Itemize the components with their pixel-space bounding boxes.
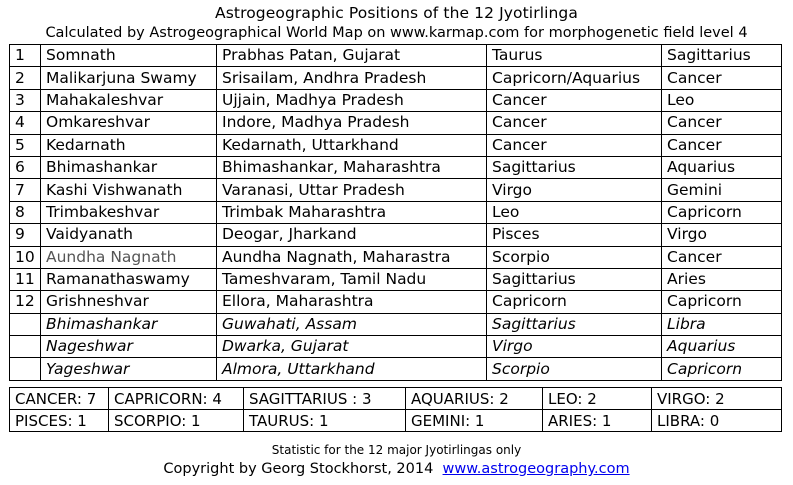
row-number: 6 [10, 156, 41, 178]
sign-primary: Capricorn [487, 291, 662, 313]
location: Varanasi, Uttar Pradesh [217, 179, 487, 201]
row-number: 2 [10, 67, 41, 89]
table-row [10, 112, 782, 134]
jyotirlinga-name: Omkareshvar [41, 112, 217, 134]
row-number: 3 [10, 89, 41, 111]
location: Indore, Madhya Pradesh [217, 112, 487, 134]
sign-secondary: Leo [662, 89, 782, 111]
table-row [10, 246, 782, 268]
sign-count: GEMINI: 1 [406, 410, 543, 432]
jyotirlinga-name: Bhimashankar [41, 313, 217, 335]
sign-statistics-table [9, 387, 782, 432]
table-row [10, 201, 782, 223]
location: Guwahati, Assam [217, 313, 487, 335]
table-row [10, 67, 782, 89]
row-number [10, 358, 41, 380]
table-row [10, 156, 782, 178]
document-title: Astrogeographic Positions of the 12 Jyotirlinga [215, 4, 578, 22]
table-row [10, 336, 782, 358]
location: Almora, Uttarkhand [217, 358, 487, 380]
sign-count: SAGITTARIUS : 3 [244, 388, 406, 410]
jyotirlinga-name: Ramanathaswamy [41, 268, 217, 290]
sign-secondary: Aquarius [662, 336, 782, 358]
sign-secondary: Libra [662, 313, 782, 335]
location: Bhimashankar, Maharashtra [217, 156, 487, 178]
footer-copyright-line [0, 461, 793, 477]
table-row [10, 89, 782, 111]
sign-primary: Scorpio [487, 358, 662, 380]
table-row [10, 313, 782, 335]
sign-count: LIBRA: 0 [652, 410, 782, 432]
jyotirlinga-name: Trimbakeshvar [41, 201, 217, 223]
sign-primary: Scorpio [487, 246, 662, 268]
jyotirlinga-name: Bhimashankar [41, 156, 217, 178]
sign-primary: Pisces [487, 224, 662, 246]
sign-count: CANCER: 7 [10, 388, 109, 410]
sign-primary: Capricorn/Aquarius [487, 67, 662, 89]
sign-primary: Virgo [487, 179, 662, 201]
jyotirlinga-name: Vaidyanath [41, 224, 217, 246]
sign-primary: Virgo [487, 336, 662, 358]
row-number: 11 [10, 268, 41, 290]
sign-primary: Taurus [487, 45, 662, 67]
sign-count: TAURUS: 1 [244, 410, 406, 432]
row-number: 12 [10, 291, 41, 313]
sign-secondary: Virgo [662, 224, 782, 246]
location: Ujjain, Madhya Pradesh [217, 89, 487, 111]
sign-secondary: Aries [662, 268, 782, 290]
sign-count: SCORPIO: 1 [109, 410, 244, 432]
jyotirlinga-name: Somnath [41, 45, 217, 67]
sign-secondary: Capricorn [662, 201, 782, 223]
table-row [10, 268, 782, 290]
sign-primary: Cancer [487, 89, 662, 111]
location: Dwarka, Gujarat [217, 336, 487, 358]
row-number: 7 [10, 179, 41, 201]
sign-count: ARIES: 1 [543, 410, 652, 432]
jyotirlinga-table [9, 44, 782, 381]
sign-secondary: Cancer [662, 246, 782, 268]
sign-count: LEO: 2 [543, 388, 652, 410]
jyotirlinga-name: Grishneshvar [41, 291, 217, 313]
sign-secondary: Cancer [662, 134, 782, 156]
row-number: 4 [10, 112, 41, 134]
stats-row [10, 388, 782, 410]
sign-count: AQUARIUS: 2 [406, 388, 543, 410]
sign-primary: Cancer [487, 112, 662, 134]
row-number: 10 [10, 246, 41, 268]
row-number: 1 [10, 45, 41, 67]
website-link[interactable]: www.astrogeography.com [442, 461, 630, 477]
sign-primary: Sagittarius [487, 313, 662, 335]
jyotirlinga-name: Mahakaleshvar [41, 89, 217, 111]
location: Prabhas Patan, Gujarat [217, 45, 487, 67]
sign-secondary: Capricorn [662, 358, 782, 380]
jyotirlinga-name: Nageshwar [41, 336, 217, 358]
footer-note: Statistic for the 12 major Jyotirlingas only [271, 443, 522, 457]
location: Kedarnath, Uttarkhand [217, 134, 487, 156]
jyotirlinga-name: Kashi Vishwanath [41, 179, 217, 201]
sign-primary: Cancer [487, 134, 662, 156]
document-subtitle: Calculated by Astrogeographical World Map on www.karmap.com for morphogenetic field level 4 [45, 25, 748, 41]
location: Tameshvaram, Tamil Nadu [217, 268, 487, 290]
location: Srisailam, Andhra Pradesh [217, 67, 487, 89]
sign-secondary: Capricorn [662, 291, 782, 313]
jyotirlinga-name: Aundha Nagnath [41, 246, 217, 268]
jyotirlinga-name: Yageshwar [41, 358, 217, 380]
location: Trimbak Maharashtra [217, 201, 487, 223]
sign-secondary: Sagittarius [662, 45, 782, 67]
sign-count: VIRGO: 2 [652, 388, 782, 410]
jyotirlinga-name: Kedarnath [41, 134, 217, 156]
table-row [10, 134, 782, 156]
sign-primary: Leo [487, 201, 662, 223]
sign-secondary: Cancer [662, 112, 782, 134]
table-row [10, 291, 782, 313]
row-number: 5 [10, 134, 41, 156]
row-number: 9 [10, 224, 41, 246]
table-row [10, 45, 782, 67]
sign-primary: Sagittarius [487, 268, 662, 290]
row-number: 8 [10, 201, 41, 223]
location: Ellora, Maharashtra [217, 291, 487, 313]
sign-secondary: Cancer [662, 67, 782, 89]
row-number [10, 336, 41, 358]
table-row [10, 224, 782, 246]
location: Aundha Nagnath, Maharastra [217, 246, 487, 268]
copyright-text: Copyright by Georg Stockhorst, 2014 [163, 461, 434, 477]
sign-primary: Sagittarius [487, 156, 662, 178]
sign-count: CAPRICORN: 4 [109, 388, 244, 410]
stats-row [10, 410, 782, 432]
table-row [10, 179, 782, 201]
sign-secondary: Gemini [662, 179, 782, 201]
sign-secondary: Aquarius [662, 156, 782, 178]
sign-count: PISCES: 1 [10, 410, 109, 432]
location: Deogar, Jharkand [217, 224, 487, 246]
row-number [10, 313, 41, 335]
table-row [10, 358, 782, 380]
jyotirlinga-name: Malikarjuna Swamy [41, 67, 217, 89]
